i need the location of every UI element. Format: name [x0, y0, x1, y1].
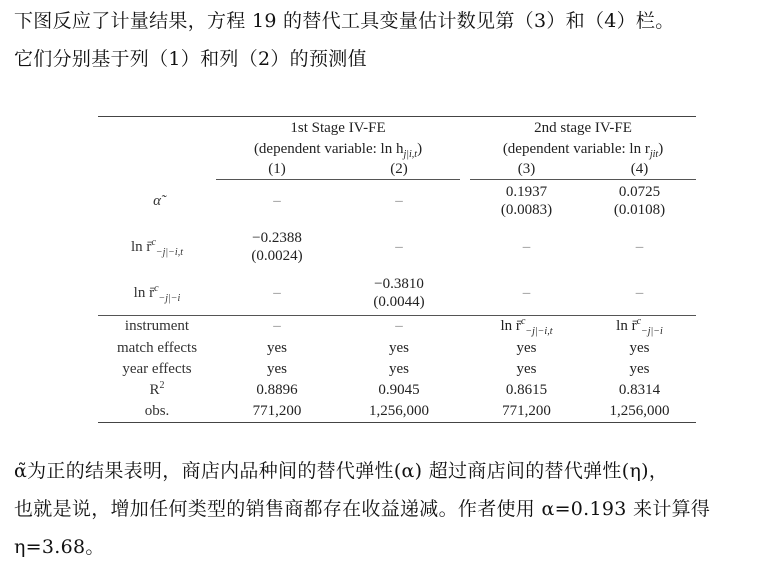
- table-cell: –: [273, 284, 281, 301]
- table-cell: ln r̄$^c_{-j|-i,t}$: [470, 315, 583, 337]
- row-label-alpha: α̃: [153, 193, 161, 209]
- table-row: [98, 400, 696, 422]
- table-cell: 0.8615: [505, 381, 548, 398]
- group1-title: 1st Stage IV-FE: [290, 120, 386, 136]
- table-cell: –: [635, 239, 644, 255]
- table-cell: 1,256,000: [583, 400, 696, 422]
- conclusion-line-1: α̃为正的结果表明，商店内品种间的替代弹性(α) 超过商店间的替代弹性(η)，: [14, 460, 669, 482]
- conclusion-paragraph: [14, 452, 769, 566]
- intro-line-1: 下图反应了计量结果，方程 19 的替代工具变量估计数见第（3）和（4）栏。: [14, 10, 675, 32]
- table-row: [98, 271, 696, 315]
- table-cell: –: [522, 284, 531, 301]
- table-cell: –: [273, 193, 281, 210]
- conclusion-line-2: 也就是说，增加任何类型的销售商都存在收益递减。作者使用 α=0.193 来计算得: [14, 498, 711, 520]
- row-label-instrument: instrument: [98, 315, 216, 337]
- table-cell: yes: [267, 339, 287, 356]
- instrument-row: [98, 315, 696, 337]
- table-cell: –: [635, 284, 644, 301]
- table-row: [98, 179, 696, 223]
- table-cell: 1,256,000: [338, 400, 460, 422]
- row-label-r-squared: $R^2$: [149, 379, 165, 398]
- table-row: [98, 379, 696, 400]
- table-cell: yes: [389, 339, 409, 356]
- table-cell: –: [522, 239, 531, 255]
- row-label-year-effects: year effects: [122, 360, 192, 377]
- table-cell: –: [216, 315, 338, 337]
- table-cell: 771,200: [470, 400, 583, 422]
- group2-title: 2nd stage IV-FE: [534, 120, 632, 136]
- table-cell: 0.0725 (0.0108): [613, 184, 666, 219]
- table-cell: –: [395, 193, 403, 210]
- table-cell: yes: [389, 360, 409, 377]
- table-cell: 0.9045: [378, 381, 420, 398]
- intro-line-2: 它们分别基于列（1）和列（2）的预测值: [14, 48, 367, 70]
- row-label-match-effects: match effects: [116, 339, 198, 356]
- table-cell: yes: [267, 360, 287, 377]
- table-row: [98, 337, 696, 358]
- table-cell: 0.8314: [618, 381, 661, 398]
- table-cell: −0.2388 (0.0024): [251, 230, 303, 264]
- col-number-4: (4): [583, 159, 696, 179]
- table-cell: yes: [516, 360, 537, 377]
- conclusion-line-3: η=3.68。: [14, 536, 105, 558]
- table-cell: ln r̄$^c_{-j|-i}$: [583, 315, 696, 337]
- row-label-obs: obs.: [98, 400, 216, 422]
- group1-subtitle: (dependent variable: $\ln h_{j|i,t}$): [253, 141, 423, 160]
- table-row: [98, 358, 696, 379]
- table-cell: yes: [629, 339, 650, 356]
- col-number-2: (2): [338, 159, 460, 179]
- table-cell: yes: [516, 339, 537, 356]
- table-cell: 0.8896: [256, 381, 298, 398]
- table-row: [98, 223, 696, 271]
- col-number-3: (3): [470, 159, 583, 179]
- table-cell: –: [395, 239, 403, 255]
- col-number-1: (1): [216, 159, 338, 179]
- table-cell: 771,200: [216, 400, 338, 422]
- table-cell: yes: [629, 360, 650, 377]
- row-label-ln-r-t: ln r̄$^c_{-j|-i,t}$: [131, 237, 183, 258]
- intro-paragraph: [14, 2, 769, 78]
- row-label-ln-r: ln r̄$^c_{-j|-i}$: [133, 282, 181, 304]
- table-cell: –: [338, 315, 460, 337]
- group2-subtitle: (dependent variable: $\ln r_{jit}$): [502, 141, 664, 160]
- table-cell: −0.3810 (0.0044): [373, 275, 425, 310]
- table-cell: 0.1937 (0.0083): [500, 184, 553, 219]
- regression-table: [98, 116, 696, 423]
